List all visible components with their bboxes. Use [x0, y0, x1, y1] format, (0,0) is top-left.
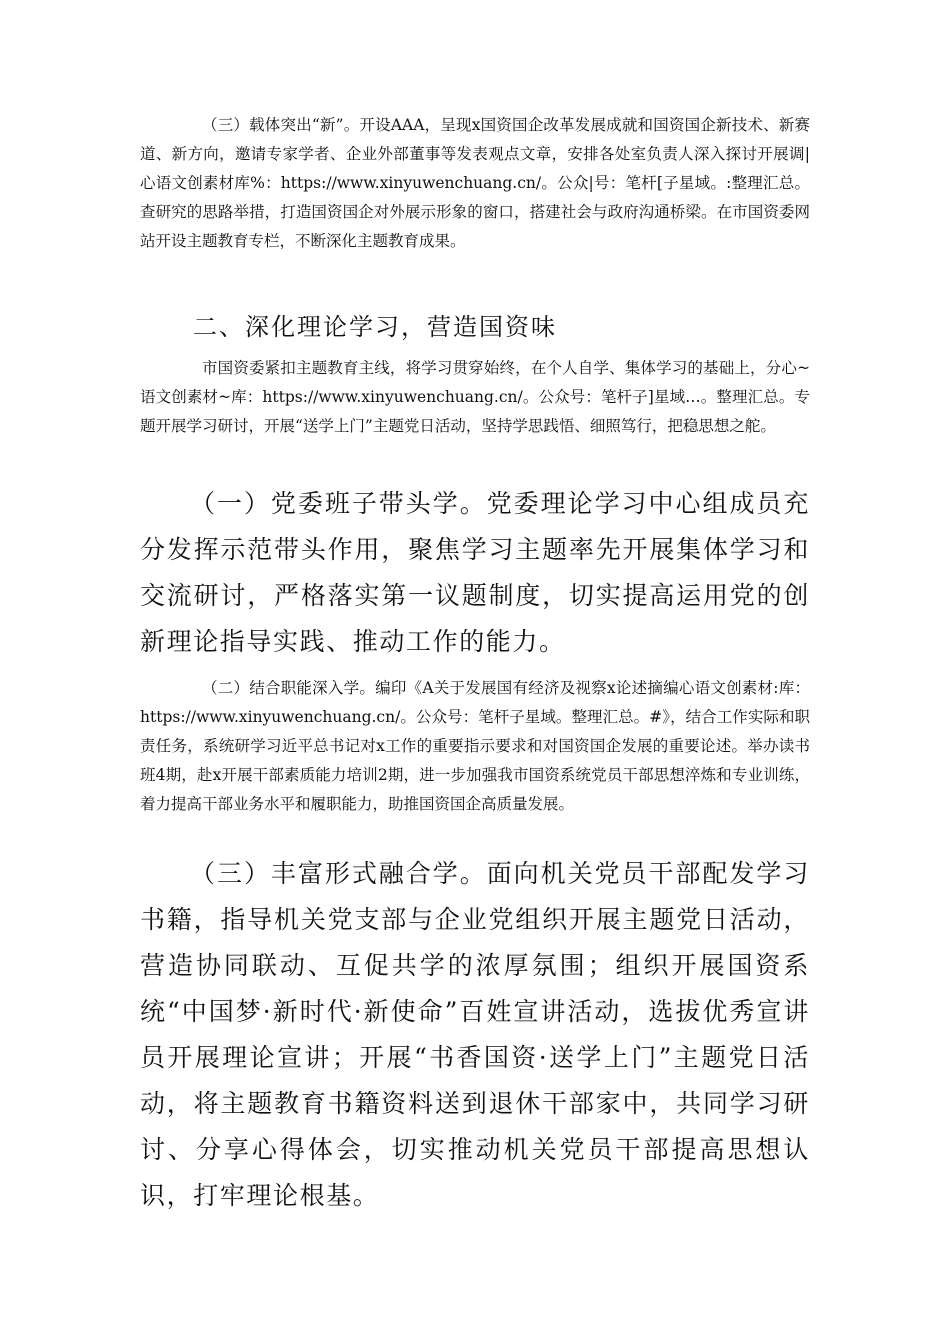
section-heading-2: 二、深化理论学习，营造国资味	[193, 313, 557, 341]
paragraph-rich-forms-study: （三）丰富形式融合学。面向机关党员干部配发学习书籍，指导机关党支部与企业党组织开展主题党日活动，营造协同联动、互促共学的浓厚氛围；组织开展国资系统“中国梦·新时代·新使命”百姓宣讲活动，选拔优秀宣讲员开展理论宣讲；开展“书香国资·送学上门”主题党日活动，将主题教育书籍资料送到退休干部家中，共同学习研讨、分享心得体会，切实推动机关党员干部提高思想认识，打牢理论根基。	[140, 859, 810, 1210]
paragraph-carrier-new: （三）载体突出“新”。开设AAA，呈现x国资国企改革发展成就和国资国企新技术、新赛道、新方向，邀请专家学者、企业外部董事等发表观点文章，安排各处室负责人深入探讨开展调|心语文创素材库%：https://www.xinyuwenchuang.cn/。公众|号：笔杆[子星域。:整理汇总。查研究的思路举措，打造国资国企对外展示形象的窗口，搭建社会与政府沟通桥梁。在市国资委网站开设主题教育专栏，不断深化主题教育成果。	[140, 116, 810, 250]
paragraph-function-study: （二）结合职能深入学。编印《A关于发展国有经济及视察x论述摘编心语文创素材:库：https://www.xinyuwenchuang.cn/。公众号：笔杆子星域。整理汇总。#》，结合工作实际和职责任务，系统研学习近平总书记对x工作的重要指示要求和对国资国企发展的重要论述。举办读书班4期，赴x开展干部素质能力培训2期，进一步加强我市国资系统党员干部思想淬炼和专业训练，着力提高干部业务水平和履职能力，助推国资国企高质量发展。	[140, 679, 810, 813]
paragraph-party-committee-study: （一）党委班子带头学。党委理论学习中心组成员充分发挥示范带头作用，聚焦学习主题率先开展集体学习和交流研讨，严格落实第一议题制度，切实提高运用党的创新理论指导实践、推动工作的能力。	[140, 489, 810, 656]
paragraph-section-intro: 市国资委紧扣主题教育主线，将学习贯穿始终，在个人自学、集体学习的基础上，分心~语文创素材~库：https://www.xinyuwenchuang.cn/。公众号：笔杆子]星域…。整理汇总。专题开展学习研讨，开展“送学上门”主题党日活动，坚持学思践悟、细照笃行，把稳思想之舵。	[140, 359, 810, 435]
